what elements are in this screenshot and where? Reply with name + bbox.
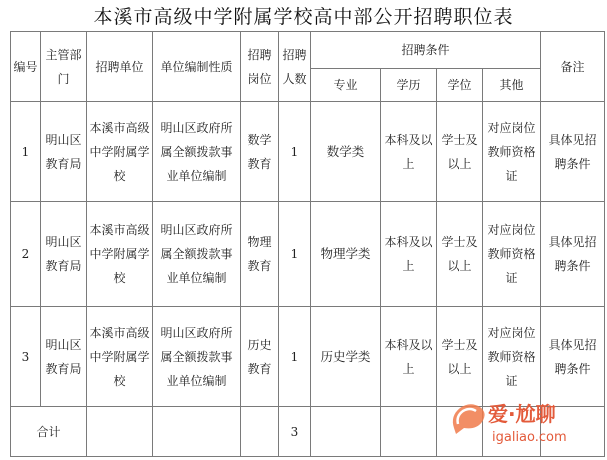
row-unit-type: 明山区政府所属全额拨款事业单位编制 bbox=[153, 307, 241, 407]
table-row bbox=[11, 307, 605, 407]
watermark-name: 爱·尬聊 bbox=[488, 402, 556, 426]
row-post: 数学教育 bbox=[241, 102, 279, 202]
row-remark: 具体见招聘条件 bbox=[541, 202, 605, 307]
header-unit: 招聘单位 bbox=[87, 32, 153, 102]
recruitment-table bbox=[10, 31, 605, 457]
document-title: 本溪市高级中学附属学校高中部公开招聘职位表 bbox=[93, 6, 514, 28]
row-count: 1 bbox=[279, 102, 311, 202]
row-degree: 学士及以上 bbox=[437, 307, 483, 407]
row-unit-type: 明山区政府所属全额拨款事业单位编制 bbox=[153, 202, 241, 307]
row-index: 2 bbox=[11, 202, 41, 307]
header-remark: 备注 bbox=[541, 32, 605, 102]
row-major: 历史学类 bbox=[311, 307, 381, 407]
watermark-url: igaliao.com bbox=[492, 430, 567, 445]
row-unit: 本溪市高级中学附属学校 bbox=[87, 102, 153, 202]
row-dept: 明山区教育局 bbox=[41, 202, 87, 307]
row-unit: 本溪市高级中学附属学校 bbox=[87, 202, 153, 307]
header-education: 学历 bbox=[381, 69, 437, 102]
row-dept: 明山区教育局 bbox=[41, 307, 87, 407]
row-major: 物理学类 bbox=[311, 202, 381, 307]
total-label: 合计 bbox=[11, 407, 87, 457]
row-other: 对应岗位教师资格证 bbox=[483, 307, 541, 407]
row-degree: 学士及以上 bbox=[437, 202, 483, 307]
row-count: 1 bbox=[279, 202, 311, 307]
row-education: 本科及以上 bbox=[381, 307, 437, 407]
row-index: 3 bbox=[11, 307, 41, 407]
row-major: 数学类 bbox=[311, 102, 381, 202]
row-remark: 具体见招聘条件 bbox=[541, 307, 605, 407]
header-conditions: 招聘条件 bbox=[311, 32, 541, 69]
header-post: 招聘岗位 bbox=[241, 32, 279, 102]
header-degree: 学位 bbox=[437, 69, 483, 102]
row-remark: 具体见招聘条件 bbox=[541, 102, 605, 202]
header-dept: 主管部门 bbox=[41, 32, 87, 102]
row-count: 1 bbox=[279, 307, 311, 407]
table-row bbox=[11, 202, 605, 307]
chat-bubble-logo-icon bbox=[448, 398, 488, 438]
row-education: 本科及以上 bbox=[381, 202, 437, 307]
row-dept: 明山区教育局 bbox=[41, 102, 87, 202]
row-education: 本科及以上 bbox=[381, 102, 437, 202]
header-count: 招聘人数 bbox=[279, 32, 311, 102]
row-post: 物理教育 bbox=[241, 202, 279, 307]
row-other: 对应岗位教师资格证 bbox=[483, 102, 541, 202]
header-major: 专业 bbox=[311, 69, 381, 102]
header-unit-type: 单位编制性质 bbox=[153, 32, 241, 102]
header-index: 编号 bbox=[11, 32, 41, 102]
total-count: 3 bbox=[279, 407, 311, 457]
row-other: 对应岗位教师资格证 bbox=[483, 202, 541, 307]
row-post: 历史教育 bbox=[241, 307, 279, 407]
row-degree: 学士及以上 bbox=[437, 102, 483, 202]
row-unit-type: 明山区政府所属全额拨款事业单位编制 bbox=[153, 102, 241, 202]
row-unit: 本溪市高级中学附属学校 bbox=[87, 307, 153, 407]
table-row bbox=[11, 102, 605, 202]
watermark bbox=[448, 396, 598, 454]
row-index: 1 bbox=[11, 102, 41, 202]
header-other: 其他 bbox=[483, 69, 541, 102]
